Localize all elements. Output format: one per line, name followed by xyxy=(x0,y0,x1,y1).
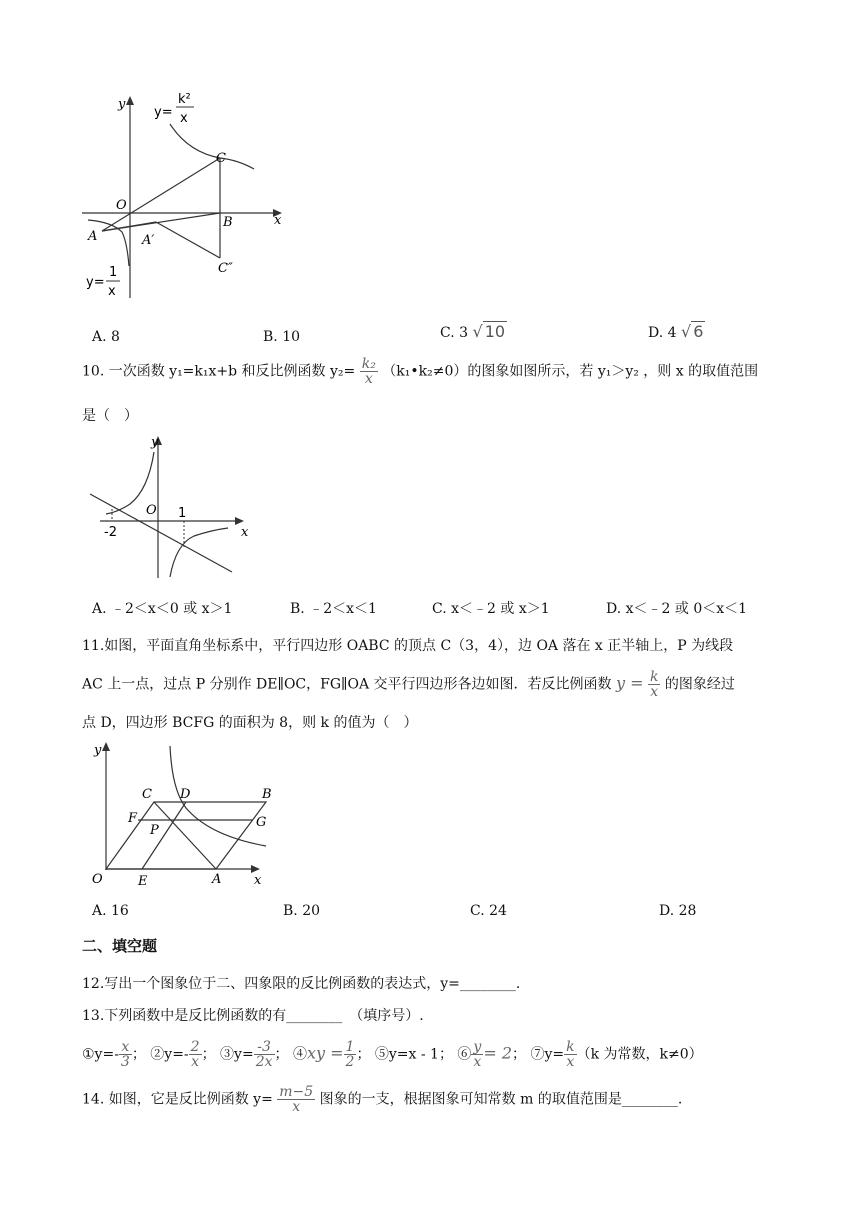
q9-eq-bottom-den: x xyxy=(108,284,116,299)
q14-fraction: $\frac{m-5}{x}$ xyxy=(279,1084,314,1115)
q10-stem-line2: 是（ ） xyxy=(82,408,138,424)
q11-figure xyxy=(86,738,282,890)
q14-text: 14. 如图，它是反比例函数 y= $\frac{m-5}{x}$ 图象的一支，根据图象可知常数 m 的取值范围是________. xyxy=(82,1084,683,1115)
q10-figure xyxy=(86,432,256,582)
q11-fraction: $\frac{k}{x}$ xyxy=(649,669,659,700)
q11-label-f: F xyxy=(128,811,138,826)
q10-choice-d: D. x＜﹣2 或 0＜x＜1 xyxy=(606,601,748,617)
q12-text: 12.写出一个图象位于二、四象限的反比例函数的表达式，y=________. xyxy=(82,976,521,992)
q13-frac-1: $\frac{x}{3}$ xyxy=(120,1039,130,1070)
q10-label-o: O xyxy=(146,503,157,518)
q10-x-label: x xyxy=(241,525,249,540)
section-heading: 二、填空题 xyxy=(82,937,158,955)
q9-label-a: A xyxy=(88,229,98,244)
q9-y-label: y xyxy=(118,97,126,112)
q9-choice-a: A. 8 xyxy=(92,329,120,345)
q9-eq-top-num: k² xyxy=(178,92,191,107)
q13-frac-6: $\frac{y}{x}$ xyxy=(473,1039,482,1070)
q11-label-g: G xyxy=(256,815,267,830)
q11-label-o: O xyxy=(92,872,103,887)
q9-eq-bottom-prefix: y= xyxy=(86,275,105,290)
q11-choice-a: A. 16 xyxy=(92,903,129,919)
q11-stem-line2: AC 上一点，过点 P 分别作 DE∥OC，FG∥OA 交平行四边形各边如图．若反比例函数 y = $\frac{k}{x}$ 的图象经过 xyxy=(82,669,735,700)
q11-label-b: B xyxy=(262,787,272,802)
q9-choice-b: B. 10 xyxy=(263,329,301,345)
q11-choice-c: C. 24 xyxy=(470,903,507,919)
q10-choice-c: C. x＜﹣2 或 x＞1 xyxy=(432,601,550,617)
sqrt-icon: √ 6 xyxy=(681,322,704,341)
q13-frac-2: $\frac{2}{x}$ xyxy=(190,1039,200,1070)
q9-choice-c: C. 3 √ 10 xyxy=(440,322,506,341)
q11-label-p: P xyxy=(150,823,159,838)
q11-stem-line3: 点 D，四边形 BCFG 的面积为 8，则 k 的值为（ ） xyxy=(82,715,418,731)
q11-label-a: A xyxy=(212,872,222,887)
q9-figure xyxy=(78,90,293,305)
q9-label-o: O xyxy=(116,198,127,213)
q9-label-c: C xyxy=(216,151,226,166)
q11-choice-b: B. 20 xyxy=(283,903,321,919)
q9-eq-bottom-num: 1 xyxy=(109,265,118,280)
q11-stem-line1: 11.如图，平面直角坐标系中，平行四边形 OABC 的顶点 C（3，4），边 OA 落在 x 正半轴上，P 为线段 xyxy=(82,638,734,654)
q13-options: ①y=- $\frac{x}{3}$ ； ②y=- $\frac{2}{x}$ ； ③y= $\frac{-3}{2x}$ ； ④xy = $\frac{1}{2}$ ； ⑤y=x - 1； ⑥ $\frac{y}{x}$ = 2； ⑦y= $\frac{k}{x}$ （k 为常数，k≠0） xyxy=(82,1039,703,1070)
q9-eq-top-prefix: y= xyxy=(154,105,173,120)
q11-choice-d: D. 28 xyxy=(659,903,697,919)
q11-label-e: E xyxy=(138,874,148,889)
q13-stem: 13.下列函数中是反比例函数的有________ （填序号）. xyxy=(82,1008,424,1024)
q9-x-label: x xyxy=(274,213,282,228)
q10-choice-b: B. ﹣2＜x＜1 xyxy=(290,601,377,617)
q9-label-a-prime: A′ xyxy=(142,233,155,248)
q10-tick-neg2: -2 xyxy=(104,525,117,540)
q13-frac-4: $\frac{1}{2}$ xyxy=(345,1039,355,1070)
q9-label-b: B xyxy=(223,215,233,230)
q10-tick-1: 1 xyxy=(178,506,187,521)
q10-fraction: $\frac{\text{k₂}}{x}$ xyxy=(361,356,376,387)
q10-stem-line1: 10. 一次函数 y₁=k₁x+b 和反比例函数 y₂= $\frac{\text{k₂}}{x}$ （k₁•k₂≠0）的图象如图所示，若 y₁＞y₂ ，则 x 的取值范围 xyxy=(82,356,759,387)
q11-label-d: D xyxy=(180,787,191,802)
q9-choice-d: D. 4 √ 6 xyxy=(648,322,704,341)
sqrt-icon: √ 10 xyxy=(472,322,506,341)
q10-y-label: y xyxy=(151,435,159,450)
q11-label-c: C xyxy=(142,787,152,802)
q11-y-label: y xyxy=(94,743,102,758)
q13-frac-3: $\frac{-3}{2x}$ xyxy=(255,1039,273,1070)
q9-eq-top-den: x xyxy=(180,111,188,126)
q10-choice-a: A. ﹣2＜x＜0 或 x＞1 xyxy=(92,601,233,617)
q13-frac-7: $\frac{k}{x}$ xyxy=(566,1039,575,1070)
q11-x-label: x xyxy=(254,873,262,888)
q9-label-c-prime: C″ xyxy=(218,261,233,276)
